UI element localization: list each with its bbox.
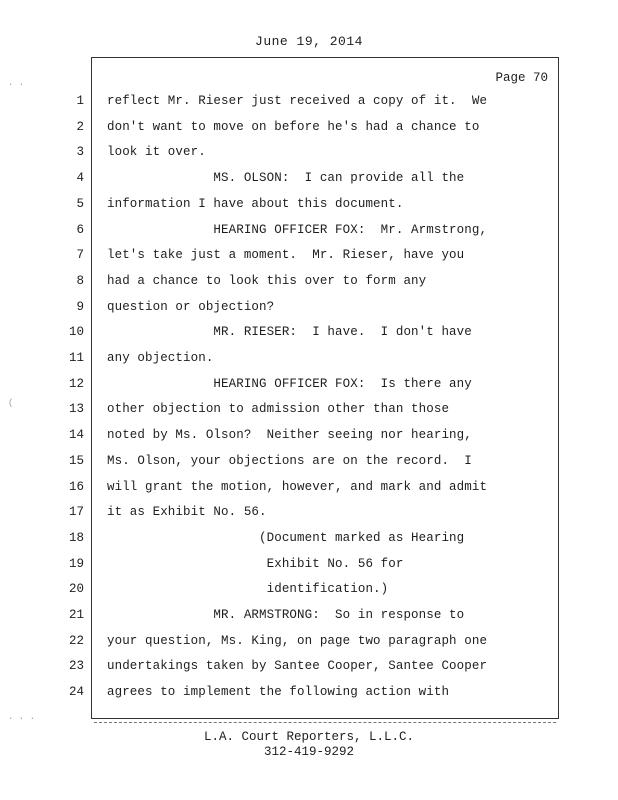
- line-text: Exhibit No. 56 for: [107, 556, 404, 571]
- line-text: don't want to move on before he's had a chance to: [107, 119, 480, 134]
- transcript-line: [0, 376, 618, 402]
- line-text: had a chance to look this over to form any: [107, 273, 427, 288]
- transcript-line: [0, 119, 618, 145]
- line-number: 17: [68, 505, 84, 520]
- line-text: undertakings taken by Santee Cooper, Santee Cooper: [107, 659, 488, 674]
- line-number: 20: [68, 582, 84, 597]
- line-text: look it over.: [107, 145, 206, 160]
- transcript-line: [0, 581, 618, 607]
- line-number: 18: [68, 530, 84, 545]
- line-text: identification.): [107, 582, 389, 597]
- line-number: 1: [76, 94, 84, 108]
- line-number: 9: [76, 299, 84, 314]
- scan-mark: . .: [8, 78, 25, 88]
- line-number: 21: [68, 608, 84, 622]
- transcript-line: [0, 324, 618, 350]
- line-number: 7: [76, 248, 84, 263]
- transcript-line: [0, 479, 618, 505]
- line-text: information I have about this document.: [107, 196, 404, 211]
- transcript-line: [0, 170, 618, 196]
- line-number: 24: [68, 685, 84, 700]
- transcript-line: [0, 530, 618, 556]
- transcript-line: [0, 453, 618, 479]
- line-number: 3: [76, 145, 84, 160]
- line-text: let's take just a moment. Mr. Rieser, have you: [107, 248, 465, 263]
- header-date: June 19, 2014: [255, 34, 363, 49]
- line-text: Ms. Olson, your objections are on the record. I: [107, 453, 472, 468]
- line-text: (Document marked as Hearing: [107, 530, 465, 545]
- transcript-line: [0, 633, 618, 659]
- footer-phone: 312-419-9292: [263, 745, 354, 759]
- line-number: 6: [76, 222, 84, 237]
- transcript-line: [0, 684, 618, 710]
- transcript-line: [0, 247, 618, 273]
- line-text: HEARING OFFICER FOX: Is there any: [107, 376, 472, 391]
- line-number: 23: [68, 659, 84, 674]
- transcript-line: [0, 299, 618, 325]
- transcript-line: [0, 607, 618, 633]
- line-number: 4: [76, 171, 84, 186]
- transcript-line: [0, 144, 618, 170]
- line-text: MS. OLSON: I can provide all the: [107, 171, 465, 186]
- transcript-line: [0, 273, 618, 299]
- transcript-line: [0, 658, 618, 684]
- line-text: question or objection?: [107, 299, 275, 314]
- page-number: Page 70: [495, 71, 548, 85]
- line-number: 19: [68, 556, 84, 571]
- line-number: 10: [68, 325, 84, 340]
- transcript-line: [0, 401, 618, 427]
- line-number: 5: [76, 196, 84, 211]
- line-number: 8: [76, 273, 84, 288]
- line-number: 12: [68, 376, 84, 391]
- line-text: MR. ARMSTRONG: So in response to: [107, 608, 465, 622]
- line-text: agrees to implement the following action with: [107, 685, 450, 700]
- line-number: 16: [68, 479, 84, 494]
- scan-mark: (: [8, 398, 14, 408]
- transcript-line: [0, 196, 618, 222]
- line-text: reflect Mr. Rieser just received a copy of it. We: [107, 94, 488, 108]
- transcript-line: [0, 222, 618, 248]
- line-number: 2: [76, 119, 84, 134]
- line-text: other objection to admission other than those: [107, 402, 450, 417]
- line-text: HEARING OFFICER FOX: Mr. Armstrong,: [107, 222, 488, 237]
- transcript-line: [0, 504, 618, 530]
- line-text: MR. RIESER: I have. I don't have: [107, 325, 472, 340]
- footer-company: L.A. Court Reporters, L.L.C.: [203, 730, 415, 744]
- line-number: 14: [68, 428, 84, 443]
- line-number: 22: [68, 633, 84, 648]
- transcript-line: [0, 427, 618, 453]
- transcript-line: [0, 556, 618, 582]
- transcript-line: [0, 350, 618, 376]
- line-text: will grant the motion, however, and mark and admit: [107, 479, 488, 494]
- line-number: 13: [68, 402, 84, 417]
- line-number: 15: [68, 453, 84, 468]
- line-text: any objection.: [107, 351, 214, 365]
- line-text: it as Exhibit No. 56.: [107, 505, 267, 520]
- line-text: your question, Ms. King, on page two paragraph one: [107, 633, 488, 648]
- line-text: noted by Ms. Olson? Neither seeing nor hearing,: [107, 428, 472, 443]
- transcript-line: [0, 93, 618, 119]
- scan-mark: . . .: [8, 712, 36, 722]
- line-number: 11: [68, 351, 84, 365]
